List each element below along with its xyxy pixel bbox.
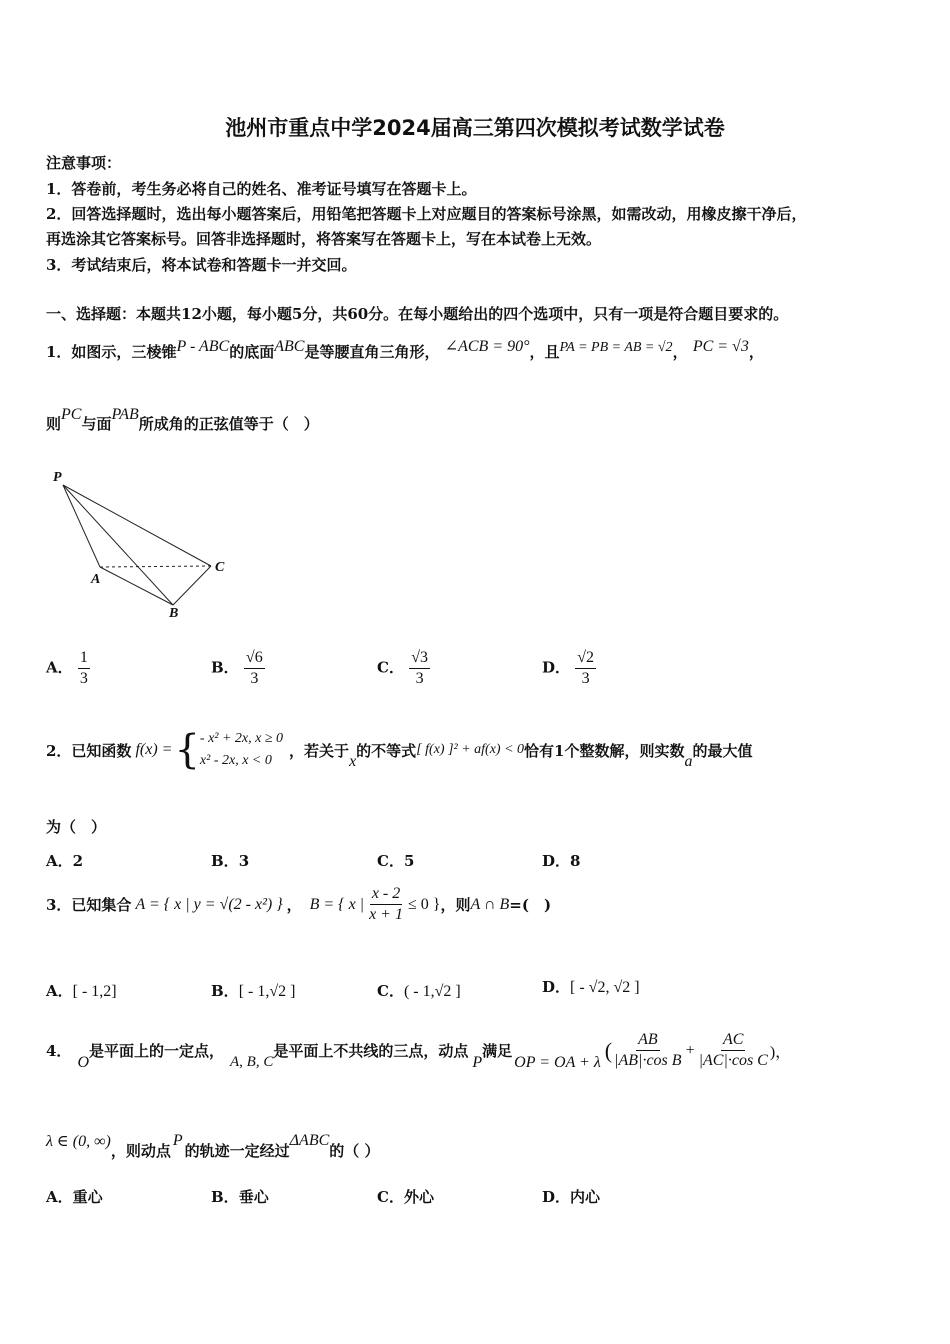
q3-option-d[interactable] xyxy=(542,976,640,997)
q1-l2-math-pab: PAB xyxy=(111,406,139,423)
q1-math-pc: PC = √3 xyxy=(692,338,749,355)
q1-option-d-den: 3 xyxy=(581,670,590,687)
question-2-stem-line2: 为（ ） xyxy=(46,818,107,836)
q4-text-4: 满足 xyxy=(482,1042,513,1060)
q1-option-b-num: √6 xyxy=(244,648,265,669)
q2-option-a-label: A． xyxy=(46,852,73,870)
q4-option-a-value: 重心 xyxy=(72,1188,103,1206)
q2-option-b-label: B． xyxy=(211,852,239,870)
q3-math-set-a: A = { x | y = √(2 - x²) } xyxy=(135,895,283,913)
q4-math-p: P xyxy=(472,1053,483,1071)
q3-text-4: =( ) xyxy=(509,896,552,914)
q4-text-3: 是平面上不共线的三点，动点 xyxy=(273,1042,469,1060)
edge-pb xyxy=(63,485,173,605)
section-heading: 一、选择题：本题共12小题，每小题5分，共60分。在每小题给出的四个选项中，只有一项是符合题目要求的。 xyxy=(46,305,789,323)
q1-text-5: ， xyxy=(672,343,688,361)
vertex-label-c: C xyxy=(215,560,225,575)
notice-item-1: 1．答卷前，考生务必将自己的姓名、准考证号填写在答题卡上。 xyxy=(46,180,477,198)
q1-math-abc: ABC xyxy=(274,338,305,355)
edge-bc xyxy=(173,566,211,605)
q1-option-a-den: 3 xyxy=(79,670,88,687)
q2-option-a[interactable] xyxy=(46,850,83,871)
q1-text-2: 的底面 xyxy=(229,343,275,361)
q3-set-b-den: x + 1 xyxy=(369,906,403,923)
q3-option-b-value: [ - 1,√2 ] xyxy=(238,983,296,1000)
q3-option-d-label: D． xyxy=(542,978,571,996)
q3-set-b-fraction xyxy=(367,884,405,925)
q3-math-set-b-pre: B = { x | xyxy=(309,895,365,913)
q1-option-a[interactable] xyxy=(46,648,90,689)
edge-pc xyxy=(63,485,211,566)
q4-paren-open-icon: ( xyxy=(604,1037,613,1063)
q1-l2-text-1: 则 xyxy=(46,415,62,433)
q2-text-2: ，若关于 xyxy=(289,741,350,760)
q2-math-fx: f(x) = xyxy=(135,741,173,758)
q1-math-angle: ∠ACB = 90° xyxy=(444,338,530,355)
q2-text-4: 恰有1个整数解，则实数 xyxy=(524,741,685,760)
q4-fraction-1-den: |AB|·cos B xyxy=(614,1052,682,1069)
question-4-stem xyxy=(46,1030,916,1071)
q4-math-lambda: λ ∈ (0, ∞) xyxy=(46,1132,111,1150)
q1-option-b-fraction xyxy=(244,648,265,689)
q3-option-c-value: ( - 1,√2 ] xyxy=(403,983,461,1000)
q3-math-set-b-post: ≤ 0 } xyxy=(407,895,441,913)
q4-option-a[interactable] xyxy=(46,1186,103,1207)
q3-text-2: ， xyxy=(286,896,302,914)
vertex-label-p: P xyxy=(53,470,62,485)
q3-option-d-value: [ - √2, √2 ] xyxy=(570,979,640,996)
q4-option-d-label: D． xyxy=(542,1188,571,1206)
q1-l2-text-3: 所成角的正弦值等于（ ） xyxy=(138,415,319,433)
edge-pa xyxy=(63,485,100,567)
edge-ac-hidden xyxy=(100,566,211,567)
q1-option-c-label: C． xyxy=(377,658,404,677)
q4-l2-text-3: 的（ ） xyxy=(329,1142,380,1160)
q1-text-6: ， xyxy=(748,343,764,361)
q4-math-close: )， xyxy=(769,1044,792,1061)
q1-text-3: 是等腰直角三角形， xyxy=(304,343,440,361)
q1-option-c[interactable] xyxy=(377,648,430,689)
q2-math-x: x xyxy=(349,753,357,770)
question-1-stem-line2 xyxy=(46,406,319,434)
q2-option-d[interactable] xyxy=(542,850,580,871)
q2-text-5: 的最大值 xyxy=(692,741,753,760)
q1-option-b-den: 3 xyxy=(250,670,259,687)
q4-l2-math-triangle: ΔABC xyxy=(289,1131,330,1149)
q3-option-a-label: A． xyxy=(46,982,73,1000)
q1-math-lengths: PA = PB = AB = √2 xyxy=(559,340,673,355)
q4-math-equation: OP = OA + λ xyxy=(514,1053,601,1071)
vertex-label-a: A xyxy=(91,572,101,587)
q2-case-1: - x² + 2x, x ≥ 0 xyxy=(199,731,284,746)
q2-brace-icon: { xyxy=(174,727,200,773)
q4-option-b-label: B． xyxy=(211,1188,239,1206)
vertex-label-b: B xyxy=(169,606,179,621)
notice-heading: 注意事项： xyxy=(46,154,122,172)
notice-item-3: 3．考试结束后，将本试卷和答题卡一并交回。 xyxy=(46,256,357,274)
q4-text-1: 4． xyxy=(46,1042,72,1060)
q1-l2-math-pc: PC xyxy=(61,406,82,423)
q1-option-a-fraction xyxy=(78,648,90,689)
q4-option-a-label: A． xyxy=(46,1188,73,1206)
q2-option-b[interactable] xyxy=(211,850,249,871)
question-4-stem-line2 xyxy=(46,1130,380,1160)
q4-fraction-1-num: AB xyxy=(636,1030,660,1051)
q2-text-3: 的不等式 xyxy=(356,741,417,760)
q3-option-c[interactable] xyxy=(377,980,461,1001)
q4-fraction-2-num: AC xyxy=(721,1030,745,1051)
tetrahedron-figure xyxy=(45,465,245,625)
q3-option-a-value: [ - 1,2] xyxy=(72,983,117,1000)
q4-l2-text-2: 的轨迹一定经过 xyxy=(184,1142,290,1160)
q1-option-c-num: √3 xyxy=(409,648,430,669)
q2-option-d-label: D． xyxy=(542,852,571,870)
q4-option-b[interactable] xyxy=(211,1186,269,1207)
q4-fraction-1 xyxy=(612,1030,683,1071)
q4-math-plus: + xyxy=(685,1041,695,1059)
q4-math-abc: A, B, C xyxy=(230,1054,274,1070)
q4-option-c[interactable] xyxy=(377,1186,434,1207)
q1-text-4: ，且 xyxy=(529,343,560,361)
q2-piecewise xyxy=(174,728,283,772)
q4-text-2: 是平面上的一定点， xyxy=(89,1042,225,1060)
q3-set-b-num: x - 2 xyxy=(370,884,402,905)
q2-option-c-label: C． xyxy=(377,852,404,870)
q4-option-d[interactable] xyxy=(542,1186,600,1207)
notice-item-2-cont: 再选涂其它答案标号。回答非选择题时，将答案写在答题卡上，写在本试卷上无效。 xyxy=(46,230,602,248)
question-2-stem xyxy=(46,728,906,772)
q4-fraction-2-den: |AC|·cos C xyxy=(698,1052,768,1069)
edge-ab xyxy=(100,567,173,605)
q2-math-a: a xyxy=(684,753,693,770)
q2-option-d-value: 8 xyxy=(570,852,581,870)
page-title: 池州市重点中学2024届高三第四次模拟考试数学试卷 xyxy=(225,116,725,140)
q1-option-a-label: A． xyxy=(46,658,73,677)
q1-option-b[interactable] xyxy=(211,648,265,689)
question-1-stem xyxy=(46,336,764,362)
q3-option-c-label: C． xyxy=(377,982,404,1000)
q4-option-c-label: C． xyxy=(377,1188,404,1206)
q4-fraction-2 xyxy=(697,1030,770,1071)
q3-math-intersection: A ∩ B xyxy=(470,895,510,913)
q2-option-a-value: 2 xyxy=(72,852,84,870)
q1-option-c-den: 3 xyxy=(415,670,424,687)
q3-option-b-label: B． xyxy=(211,982,239,1000)
q4-option-d-value: 内心 xyxy=(570,1188,601,1206)
q3-option-b[interactable] xyxy=(211,980,295,1001)
q4-option-b-value: 垂心 xyxy=(238,1188,269,1206)
q1-option-d-fraction xyxy=(575,648,596,689)
q3-option-a[interactable] xyxy=(46,980,117,1001)
q1-option-c-fraction xyxy=(409,648,430,689)
q1-l2-text-2: 与面 xyxy=(81,415,112,433)
q2-option-c[interactable] xyxy=(377,850,414,871)
q1-option-b-label: B． xyxy=(211,658,239,677)
q1-option-a-num: 1 xyxy=(78,648,90,669)
q3-text-1: 3．已知集合 xyxy=(46,896,132,914)
q2-option-c-value: 5 xyxy=(403,852,415,870)
q2-math-inequality: [ f(x) ]² + af(x) < 0 xyxy=(416,742,525,757)
q1-option-d[interactable] xyxy=(542,648,596,689)
q4-l2-math-p: P xyxy=(172,1131,183,1149)
q2-text-1: 2．已知函数 xyxy=(46,741,132,760)
q2-case-2: x² - 2x, x < 0 xyxy=(199,753,272,768)
q1-option-d-label: D． xyxy=(542,658,571,677)
notice-item-2: 2．回答选择题时，选出每小题答案后，用铅笔把答题卡上对应题目的答案标号涂黑，如需改动，用橡皮擦干净后， xyxy=(46,205,807,223)
q4-l2-text-1: ，则动点 xyxy=(110,1142,171,1160)
question-3-stem xyxy=(46,884,551,925)
q1-option-d-num: √2 xyxy=(575,648,596,669)
q4-math-o: O xyxy=(77,1053,89,1071)
q4-option-c-value: 外心 xyxy=(403,1188,434,1206)
q2-option-b-value: 3 xyxy=(238,852,250,870)
q1-text-1: 1．如图示，三棱锥 xyxy=(46,343,177,361)
q1-math-pabc: P - ABC xyxy=(176,338,230,355)
q3-text-3: ，则 xyxy=(440,896,471,914)
